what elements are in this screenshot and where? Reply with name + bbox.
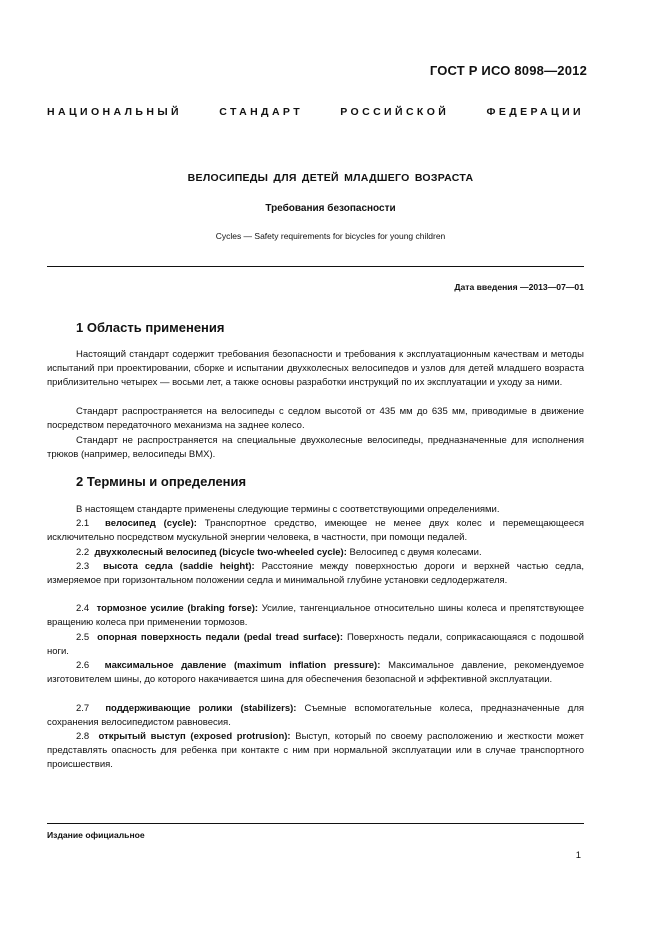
footer-divider (47, 823, 584, 824)
document-english-title: Cycles — Safety requirements for bicycles for young children (215, 231, 446, 241)
term-2-3 (47, 560, 584, 588)
term-definition: Выступ, который по своему расположению и жесткости может представлять опасность для ребенка при контакте с ним при нормальной эксплуатации или в случае транспортного происшествия. (47, 731, 585, 771)
term-name: высота седла (saddie height): (103, 561, 255, 572)
introduction-date: Дата введения —2013—07—01 (454, 282, 584, 292)
term-definition: Максимальное давление, рекомендуемое изготовителем шины, до которого накачивается шина для обеспечения безопасной и эффективной эксплуатации. (47, 660, 584, 686)
term-2-5 (47, 631, 584, 659)
term-name: велосипед (cycle): (105, 518, 197, 529)
section-1-paragraph-2: Стандарт распространяется на велосипеды с седлом высотой от 435 мм до 635 мм, приводимые в движение посредством передаточного механизма на заднее колесо. (47, 406, 584, 432)
term-2-8 (47, 730, 584, 773)
edition-note: Издание официальное (47, 830, 145, 840)
term-2-1 (47, 517, 584, 545)
header-divider (47, 266, 584, 267)
term-number: 2.6 (76, 660, 90, 671)
term-name: максимальное давление (maximum inflation pressure): (104, 660, 381, 671)
section-1-paragraph-1: Настоящий стандарт содержит требования безопасности и требования к эксплуатационным качествам и методы испытаний при проектировании, сборке и испытании двухколесных велосипедов и узлов для детей младшего возраста приблизительно четырех — восьми лет, а также основы разработки инструкций по их эксплуатации и уходу за ними. (47, 349, 584, 389)
national-standard-title: НАЦИОНАЛЬНЫЙ СТАНДАРТ РОССИЙСКОЙ ФЕДЕРАЦИИ (47, 106, 584, 118)
term-name: открытый выступ (exposed protrusion): (98, 731, 291, 742)
term-2-7 (47, 702, 584, 730)
term-2-2 (47, 546, 584, 560)
term-name: тормозное усилие (braking forse): (96, 603, 259, 614)
term-name: двухколесный велосипед (bicycle two-wheeled cycle): (94, 547, 347, 558)
term-number: 2.2 (76, 547, 90, 558)
term-definition: Съемные вспомогательные колеса, предназначенные для сохранения велосипедистом равновесия. (47, 703, 585, 729)
term-number: 2.5 (76, 632, 90, 643)
term-definition: Расстояние между поверхностью дороги и верхней частью седла, измеряемое при горизонтальном положении седла и минимальной глубине установки седлодержателя. (47, 561, 584, 587)
term-name: опорная поверхность педали (pedal tread surface): (97, 632, 343, 643)
term-number: 2.1 (76, 518, 90, 529)
term-definition: Поверхность педали, соприкасающаяся с подошвой ноги. (47, 632, 584, 658)
term-2-4 (47, 602, 584, 630)
term-definition: Транспортное средство, имеющее не менее двух колес и перемещающееся исключительно посредством мускульной энергии человека, в частности, при помощи педалей. (47, 518, 585, 544)
term-number: 2.7 (76, 703, 90, 714)
section-1-paragraph-3: Стандарт не распространяется на специальные двухколесные велосипеды, предназначенные для исполнения трюков (например, велосипеды ВМХ). (47, 435, 584, 461)
term-number: 2.4 (76, 603, 90, 614)
section-2-heading: 2 Термины и определения (76, 474, 247, 489)
section-1-heading: 1 Область применения (76, 320, 225, 335)
standard-number: ГОСТ Р ИСО 8098—2012 (429, 63, 587, 78)
term-definition: Велосипед с двумя колесами. (346, 547, 482, 558)
term-definition: Усилие, тангенциальное относительно шины колеса и препятствующее вращению колеса при применении тормозов. (47, 603, 584, 629)
term-number: 2.8 (76, 731, 90, 742)
page-number: 1 (575, 850, 581, 861)
term-number: 2.3 (76, 561, 90, 572)
document-subtitle: Требования безопасности (265, 203, 396, 214)
document-title: ВЕЛОСИПЕДЫ ДЛЯ ДЕТЕЙ МЛАДШЕГО ВОЗРАСТА (187, 172, 474, 184)
section-2-intro: В настоящем стандарте применены следующие термины с соответствующими определениями. (76, 504, 500, 515)
term-name: поддерживающие ролики (stabilizers): (105, 703, 297, 714)
term-2-6 (47, 659, 584, 687)
